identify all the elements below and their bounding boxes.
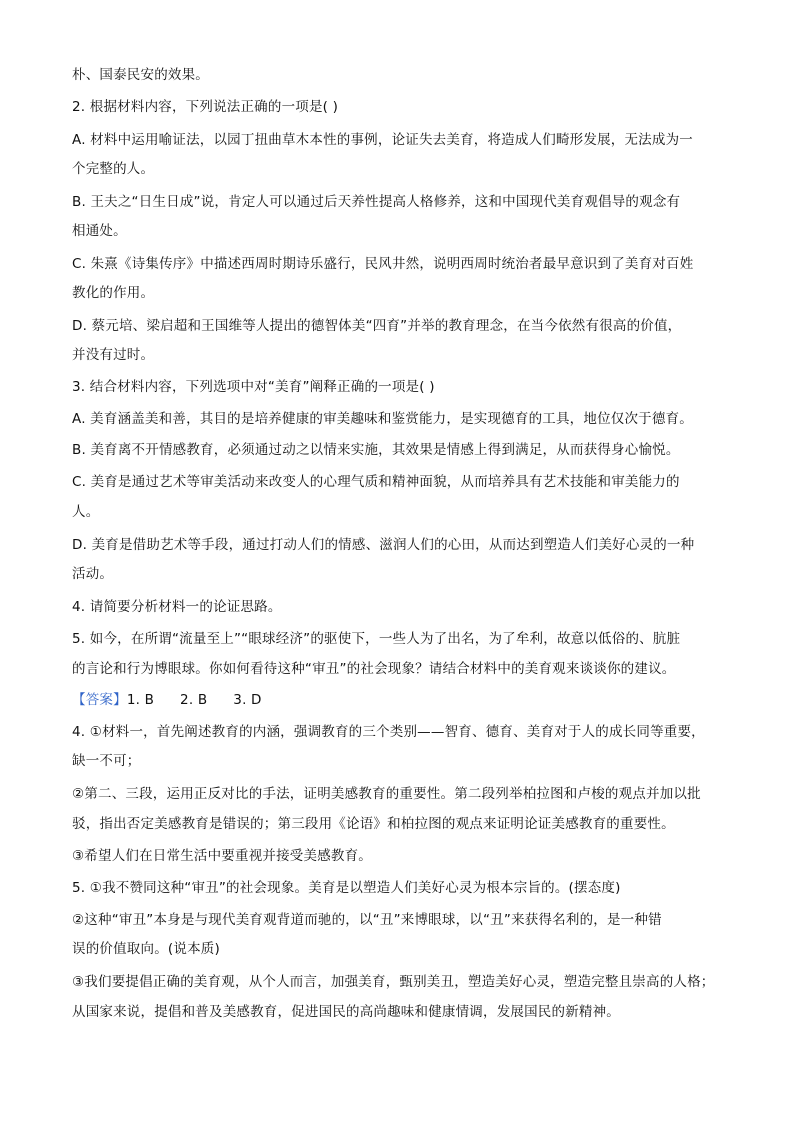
question-2: 2. 根据材料内容，下列说法正确的一项是( ) xyxy=(72,99,339,115)
text-line: 朴、国泰民安的效果。 xyxy=(72,67,209,83)
answer-4-point-2: ②第二、三段，运用正反对比的手法，证明美感教育的重要性。第二段列举柏拉图和卢梭的观点并加以批 xyxy=(72,786,701,802)
question-4: 4. 请简要分析材料一的论证思路。 xyxy=(72,599,282,615)
answer-4-point-2-cont: 驳，指出否定美感教育是错误的；第三段用《论语》和柏拉图的观点来证明论证美感教育的重要性。 xyxy=(72,816,675,832)
option-3a: A. 美育涵盖美和善，其目的是培养健康的审美趣味和鉴赏能力，是实现德育的工具，地位仅次于德育。 xyxy=(72,411,693,427)
option-2a: A. 材料中运用喻证法，以园丁扭曲草木本性的事例，论证失去美育，将造成人们畸形发展，无法成为一 xyxy=(72,132,693,148)
question-5-cont: 的言论和行为博眼球。你如何看待这种“审丑”的社会现象？请结合材料中的美育观来谈谈你的建议。 xyxy=(72,661,676,677)
option-3c: C. 美育是通过艺术等审美活动来改变人的心理气质和精神面貌，从而培养具有艺术技能和审美能力的 xyxy=(72,474,680,490)
answer-2: 2. B xyxy=(180,692,208,708)
answer-label: 【答案】 xyxy=(72,692,127,708)
option-2d: D. 蔡元培、梁启超和王国维等人提出的德智体美“四育”并举的教育理念，在当今依然有很高的价值， xyxy=(72,318,682,334)
option-3d-cont: 活动。 xyxy=(72,566,114,582)
option-3b: B. 美育离不开情感教育，必须通过动之以情来实施，其效果是情感上得到满足，从而获得身心愉悦。 xyxy=(72,442,680,458)
answer-5-point-3: ③我们要提倡正确的美育观，从个人而言，加强美育，甄别美丑，塑造美好心灵，塑造完整且崇高的人格； xyxy=(72,974,715,990)
answer-5-point-2-cont: 误的价值取向。(说本质) xyxy=(72,941,220,957)
answer-4-cont: 缺一不可； xyxy=(72,753,141,769)
option-2c: C. 朱熹《诗集传序》中描述西周时期诗乐盛行，民风井然，说明西周时统治者最早意识到了美育对百姓 xyxy=(72,256,694,272)
answer-4-point-3: ③希望人们在日常生活中要重视并接受美感教育。 xyxy=(72,848,373,864)
option-3c-cont: 人。 xyxy=(72,504,100,520)
option-2a-cont: 个完整的人。 xyxy=(72,161,155,177)
option-2d-cont: 并没有过时。 xyxy=(72,347,155,363)
answer-3: 3. D xyxy=(233,692,262,708)
answer-line xyxy=(72,691,732,709)
answer-1: 1. B xyxy=(126,692,155,708)
option-2b-cont: 相通处。 xyxy=(72,223,127,239)
option-2c-cont: 教化的作用。 xyxy=(72,285,155,301)
question-5: 5. 如今，在所谓“流量至上”“眼球经济”的驱使下，一些人为了出名，为了牟利，故意以低俗的、肮脏 xyxy=(72,631,681,647)
question-3: 3. 结合材料内容，下列选项中对“美育”阐释正确的一项是( ) xyxy=(72,379,435,395)
answer-4: 4. ①材料一，首先阐述教育的内涵，强调教育的三个类别——智育、德育、美育对于人的成长同等重要， xyxy=(72,724,705,740)
answer-5-point-2: ②这种“审丑”本身是与现代美育观背道而驰的，以“丑”来博眼球，以“丑”来获得名利的，是一种错 xyxy=(72,912,662,928)
answer-5: 5. ①我不赞同这种“审丑”的社会现象。美育是以塑造人们美好心灵为根本宗旨的。(摆态度) xyxy=(72,880,621,896)
option-2b: B. 王夫之“日生日成”说，肯定人可以通过后天养性提高人格修养，这和中国现代美育观倡导的观念有 xyxy=(72,194,681,210)
answer-5-point-3-cont: 从国家来说，提倡和普及美感教育，促进国民的高尚趣味和健康情调，发展国民的新精神。 xyxy=(72,1004,620,1020)
option-3d: D. 美育是借助艺术等手段，通过打动人们的情感、滋润人们的心田，从而达到塑造人们美好心灵的一种 xyxy=(72,537,695,553)
